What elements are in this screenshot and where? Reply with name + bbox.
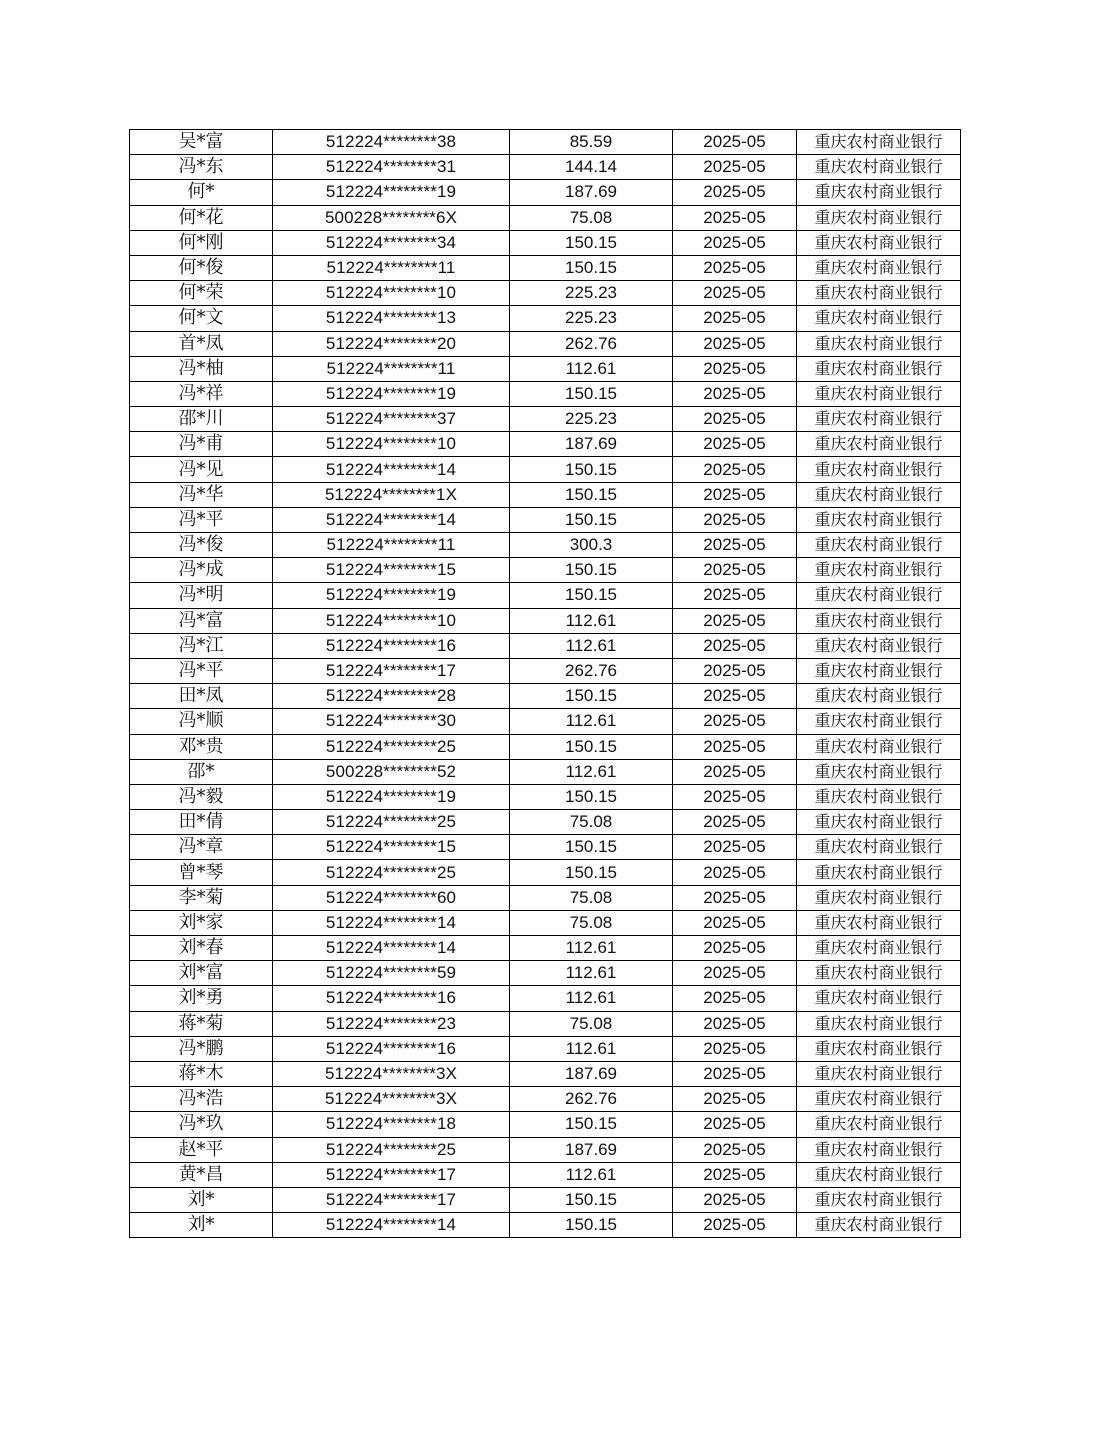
table-row [130, 482, 961, 507]
table-row [130, 1036, 961, 1061]
bank-name-cell: 重庆农村商业银行 [797, 1187, 961, 1212]
table-row [130, 407, 961, 432]
payment-month-cell: 2025-05 [673, 936, 797, 961]
recipient-name-cell: 吴*富 [130, 130, 273, 155]
payment-month-cell: 2025-05 [673, 1187, 797, 1212]
table-row [130, 381, 961, 406]
bank-name-cell: 重庆农村商业银行 [797, 155, 961, 180]
id-number-cell: 512224********11 [273, 356, 510, 381]
amount-cell: 300.3 [510, 533, 673, 558]
payment-month-cell: 2025-05 [673, 1087, 797, 1112]
table-row [130, 658, 961, 683]
bank-name-cell: 重庆农村商业银行 [797, 1162, 961, 1187]
payment-month-cell: 2025-05 [673, 306, 797, 331]
recipient-name-cell: 冯*富 [130, 608, 273, 633]
bank-name-cell: 重庆农村商业银行 [797, 885, 961, 910]
payment-month-cell: 2025-05 [673, 1112, 797, 1137]
recipient-name-cell: 冯*华 [130, 482, 273, 507]
table-row [130, 155, 961, 180]
payment-month-cell: 2025-05 [673, 558, 797, 583]
amount-cell: 150.15 [510, 860, 673, 885]
bank-name-cell: 重庆农村商业银行 [797, 658, 961, 683]
payment-month-cell: 2025-05 [673, 482, 797, 507]
id-number-cell: 512224********1X [273, 482, 510, 507]
table-row [130, 130, 961, 155]
table-row [130, 457, 961, 482]
id-number-cell: 512224********14 [273, 910, 510, 935]
amount-cell: 112.61 [510, 356, 673, 381]
recipient-name-cell: 刘* [130, 1187, 273, 1212]
table-row [130, 684, 961, 709]
bank-name-cell: 重庆农村商业银行 [797, 1036, 961, 1061]
bank-name-cell: 重庆农村商业银行 [797, 180, 961, 205]
bank-name-cell: 重庆农村商业银行 [797, 784, 961, 809]
recipient-name-cell: 冯*毅 [130, 784, 273, 809]
bank-name-cell: 重庆农村商业银行 [797, 507, 961, 532]
amount-cell: 75.08 [510, 885, 673, 910]
payment-month-cell: 2025-05 [673, 1213, 797, 1238]
amount-cell: 225.23 [510, 281, 673, 306]
payment-month-cell: 2025-05 [673, 835, 797, 860]
amount-cell: 112.61 [510, 986, 673, 1011]
payment-month-cell: 2025-05 [673, 205, 797, 230]
id-number-cell: 500228********52 [273, 759, 510, 784]
recipient-name-cell: 黄*昌 [130, 1162, 273, 1187]
table-row [130, 835, 961, 860]
recipient-name-cell: 刘*勇 [130, 986, 273, 1011]
table-row [130, 1187, 961, 1212]
amount-cell: 150.15 [510, 255, 673, 280]
amount-cell: 112.61 [510, 1162, 673, 1187]
amount-cell: 85.59 [510, 130, 673, 155]
recipient-name-cell: 冯*玖 [130, 1112, 273, 1137]
table-row [130, 1011, 961, 1036]
id-number-cell: 512224********16 [273, 633, 510, 658]
recipient-name-cell: 曾*琴 [130, 860, 273, 885]
recipient-name-cell: 冯*平 [130, 507, 273, 532]
bank-name-cell: 重庆农村商业银行 [797, 432, 961, 457]
payment-month-cell: 2025-05 [673, 230, 797, 255]
bank-name-cell: 重庆农村商业银行 [797, 230, 961, 255]
table-row [130, 759, 961, 784]
bank-name-cell: 重庆农村商业银行 [797, 684, 961, 709]
table-row [130, 558, 961, 583]
table-row [130, 306, 961, 331]
bank-name-cell: 重庆农村商业银行 [797, 255, 961, 280]
id-number-cell: 512224********37 [273, 407, 510, 432]
amount-cell: 150.15 [510, 835, 673, 860]
amount-cell: 262.76 [510, 1087, 673, 1112]
payment-month-cell: 2025-05 [673, 1036, 797, 1061]
amount-cell: 187.69 [510, 1137, 673, 1162]
id-number-cell: 512224********30 [273, 709, 510, 734]
bank-name-cell: 重庆农村商业银行 [797, 910, 961, 935]
payment-month-cell: 2025-05 [673, 684, 797, 709]
payment-month-cell: 2025-05 [673, 709, 797, 734]
amount-cell: 75.08 [510, 810, 673, 835]
bank-name-cell: 重庆农村商业银行 [797, 961, 961, 986]
table-row [130, 910, 961, 935]
bank-name-cell: 重庆农村商业银行 [797, 1213, 961, 1238]
recipient-name-cell: 冯*鹏 [130, 1036, 273, 1061]
amount-cell: 150.15 [510, 230, 673, 255]
table-row [130, 633, 961, 658]
payment-month-cell: 2025-05 [673, 1162, 797, 1187]
id-number-cell: 512224********19 [273, 583, 510, 608]
payment-month-cell: 2025-05 [673, 734, 797, 759]
bank-name-cell: 重庆农村商业银行 [797, 1011, 961, 1036]
table-row [130, 1213, 961, 1238]
recipient-name-cell: 冯*成 [130, 558, 273, 583]
table-row [130, 810, 961, 835]
recipient-name-cell: 冯*章 [130, 835, 273, 860]
payment-month-cell: 2025-05 [673, 281, 797, 306]
id-number-cell: 512224********13 [273, 306, 510, 331]
recipient-name-cell: 邵* [130, 759, 273, 784]
amount-cell: 262.76 [510, 658, 673, 683]
bank-name-cell: 重庆农村商业银行 [797, 1137, 961, 1162]
table-row [130, 205, 961, 230]
recipient-name-cell: 李*菊 [130, 885, 273, 910]
payment-month-cell: 2025-05 [673, 1137, 797, 1162]
bank-name-cell: 重庆农村商业银行 [797, 860, 961, 885]
amount-cell: 112.61 [510, 633, 673, 658]
bank-name-cell: 重庆农村商业银行 [797, 986, 961, 1011]
id-number-cell: 512224********3X [273, 1087, 510, 1112]
recipient-name-cell: 刘*春 [130, 936, 273, 961]
id-number-cell: 512224********15 [273, 835, 510, 860]
recipient-name-cell: 何*俊 [130, 255, 273, 280]
payment-month-cell: 2025-05 [673, 1011, 797, 1036]
table-row [130, 331, 961, 356]
bank-name-cell: 重庆农村商业银行 [797, 1087, 961, 1112]
recipient-name-cell: 蒋*菊 [130, 1011, 273, 1036]
payment-month-cell: 2025-05 [673, 255, 797, 280]
id-number-cell: 512224********16 [273, 986, 510, 1011]
table-row [130, 860, 961, 885]
recipient-name-cell: 赵*平 [130, 1137, 273, 1162]
recipient-name-cell: 何*刚 [130, 230, 273, 255]
bank-name-cell: 重庆农村商业银行 [797, 759, 961, 784]
id-number-cell: 512224********16 [273, 1036, 510, 1061]
bank-name-cell: 重庆农村商业银行 [797, 709, 961, 734]
id-number-cell: 512224********34 [273, 230, 510, 255]
recipient-name-cell: 冯*俊 [130, 533, 273, 558]
recipient-name-cell: 刘*富 [130, 961, 273, 986]
recipient-name-cell: 冯*东 [130, 155, 273, 180]
id-number-cell: 512224********14 [273, 936, 510, 961]
recipient-name-cell: 田*倩 [130, 810, 273, 835]
table-row [130, 1162, 961, 1187]
bank-name-cell: 重庆农村商业银行 [797, 457, 961, 482]
table-row [130, 961, 961, 986]
bank-name-cell: 重庆农村商业银行 [797, 306, 961, 331]
amount-cell: 187.69 [510, 180, 673, 205]
payment-month-cell: 2025-05 [673, 910, 797, 935]
id-number-cell: 512224********59 [273, 961, 510, 986]
amount-cell: 150.15 [510, 381, 673, 406]
recipient-name-cell: 冯*柚 [130, 356, 273, 381]
table-row [130, 356, 961, 381]
recipient-name-cell: 冯*见 [130, 457, 273, 482]
id-number-cell: 512224********19 [273, 784, 510, 809]
amount-cell: 112.61 [510, 709, 673, 734]
table-row [130, 507, 961, 532]
id-number-cell: 512224********20 [273, 331, 510, 356]
recipient-name-cell: 何*荣 [130, 281, 273, 306]
id-number-cell: 512224********25 [273, 860, 510, 885]
recipient-name-cell: 刘* [130, 1213, 273, 1238]
table-body [130, 130, 961, 1238]
table-row [130, 180, 961, 205]
id-number-cell: 512224********11 [273, 533, 510, 558]
table-row [130, 784, 961, 809]
payment-month-cell: 2025-05 [673, 633, 797, 658]
recipient-name-cell: 田*凤 [130, 684, 273, 709]
payment-month-cell: 2025-05 [673, 507, 797, 532]
table-row [130, 281, 961, 306]
recipient-name-cell: 何*花 [130, 205, 273, 230]
id-number-cell: 512224********10 [273, 281, 510, 306]
bank-name-cell: 重庆农村商业银行 [797, 130, 961, 155]
id-number-cell: 512224********25 [273, 734, 510, 759]
payment-month-cell: 2025-05 [673, 759, 797, 784]
bank-name-cell: 重庆农村商业银行 [797, 281, 961, 306]
payment-month-cell: 2025-05 [673, 533, 797, 558]
table-row [130, 1087, 961, 1112]
table-row [130, 1137, 961, 1162]
amount-cell: 150.15 [510, 1187, 673, 1212]
id-number-cell: 512224********17 [273, 1162, 510, 1187]
table-row [130, 583, 961, 608]
bank-name-cell: 重庆农村商业银行 [797, 407, 961, 432]
amount-cell: 150.15 [510, 734, 673, 759]
payment-month-cell: 2025-05 [673, 407, 797, 432]
id-number-cell: 512224********14 [273, 457, 510, 482]
payment-month-cell: 2025-05 [673, 180, 797, 205]
id-number-cell: 512224********17 [273, 658, 510, 683]
table-row [130, 1061, 961, 1086]
bank-name-cell: 重庆农村商业银行 [797, 1112, 961, 1137]
id-number-cell: 512224********14 [273, 507, 510, 532]
payment-month-cell: 2025-05 [673, 608, 797, 633]
id-number-cell: 512224********10 [273, 608, 510, 633]
amount-cell: 112.61 [510, 961, 673, 986]
amount-cell: 144.14 [510, 155, 673, 180]
table-row [130, 734, 961, 759]
amount-cell: 75.08 [510, 205, 673, 230]
id-number-cell: 512224********17 [273, 1187, 510, 1212]
table-row [130, 936, 961, 961]
id-number-cell: 512224********15 [273, 558, 510, 583]
payment-month-cell: 2025-05 [673, 860, 797, 885]
amount-cell: 112.61 [510, 936, 673, 961]
id-number-cell: 512224********28 [273, 684, 510, 709]
table-row [130, 986, 961, 1011]
table-row [130, 230, 961, 255]
id-number-cell: 512224********19 [273, 180, 510, 205]
table-row [130, 709, 961, 734]
bank-name-cell: 重庆农村商业银行 [797, 356, 961, 381]
amount-cell: 150.15 [510, 583, 673, 608]
payment-month-cell: 2025-05 [673, 381, 797, 406]
payment-month-cell: 2025-05 [673, 961, 797, 986]
recipient-name-cell: 冯*江 [130, 633, 273, 658]
amount-cell: 150.15 [510, 457, 673, 482]
id-number-cell: 500228********6X [273, 205, 510, 230]
table-row [130, 432, 961, 457]
bank-name-cell: 重庆农村商业银行 [797, 331, 961, 356]
recipient-name-cell: 邵*川 [130, 407, 273, 432]
id-number-cell: 512224********23 [273, 1011, 510, 1036]
recipient-name-cell: 冯*平 [130, 658, 273, 683]
amount-cell: 112.61 [510, 1036, 673, 1061]
payment-month-cell: 2025-05 [673, 432, 797, 457]
id-number-cell: 512224********18 [273, 1112, 510, 1137]
bank-name-cell: 重庆农村商业银行 [797, 633, 961, 658]
payment-month-cell: 2025-05 [673, 155, 797, 180]
bank-name-cell: 重庆农村商业银行 [797, 558, 961, 583]
table-row [130, 255, 961, 280]
payment-month-cell: 2025-05 [673, 810, 797, 835]
id-number-cell: 512224********38 [273, 130, 510, 155]
id-number-cell: 512224********25 [273, 1137, 510, 1162]
amount-cell: 187.69 [510, 1061, 673, 1086]
bank-name-cell: 重庆农村商业银行 [797, 205, 961, 230]
payment-month-cell: 2025-05 [673, 583, 797, 608]
bank-name-cell: 重庆农村商业银行 [797, 734, 961, 759]
amount-cell: 150.15 [510, 1112, 673, 1137]
bank-name-cell: 重庆农村商业银行 [797, 381, 961, 406]
payment-month-cell: 2025-05 [673, 658, 797, 683]
amount-cell: 112.61 [510, 759, 673, 784]
amount-cell: 150.15 [510, 482, 673, 507]
payment-month-cell: 2025-05 [673, 457, 797, 482]
id-number-cell: 512224********31 [273, 155, 510, 180]
recipient-name-cell: 刘*家 [130, 910, 273, 935]
recipient-name-cell: 首*凤 [130, 331, 273, 356]
id-number-cell: 512224********3X [273, 1061, 510, 1086]
recipient-name-cell: 何* [130, 180, 273, 205]
bank-name-cell: 重庆农村商业银行 [797, 810, 961, 835]
recipient-name-cell: 邓*贵 [130, 734, 273, 759]
recipient-name-cell: 冯*祥 [130, 381, 273, 406]
table-row [130, 1112, 961, 1137]
payment-month-cell: 2025-05 [673, 784, 797, 809]
recipient-name-cell: 冯*浩 [130, 1087, 273, 1112]
amount-cell: 150.15 [510, 1213, 673, 1238]
payment-month-cell: 2025-05 [673, 356, 797, 381]
amount-cell: 150.15 [510, 784, 673, 809]
id-number-cell: 512224********11 [273, 255, 510, 280]
bank-name-cell: 重庆农村商业银行 [797, 533, 961, 558]
bank-name-cell: 重庆农村商业银行 [797, 936, 961, 961]
payment-month-cell: 2025-05 [673, 130, 797, 155]
amount-cell: 225.23 [510, 306, 673, 331]
payment-month-cell: 2025-05 [673, 331, 797, 356]
payment-month-cell: 2025-05 [673, 885, 797, 910]
amount-cell: 225.23 [510, 407, 673, 432]
id-number-cell: 512224********25 [273, 810, 510, 835]
payment-month-cell: 2025-05 [673, 1061, 797, 1086]
bank-name-cell: 重庆农村商业银行 [797, 583, 961, 608]
payment-month-cell: 2025-05 [673, 986, 797, 1011]
amount-cell: 112.61 [510, 608, 673, 633]
bank-name-cell: 重庆农村商业银行 [797, 608, 961, 633]
table-row [130, 533, 961, 558]
amount-cell: 262.76 [510, 331, 673, 356]
amount-cell: 75.08 [510, 1011, 673, 1036]
subsidy-payment-table [129, 129, 961, 1238]
table-row [130, 885, 961, 910]
bank-name-cell: 重庆农村商业银行 [797, 482, 961, 507]
table-row [130, 608, 961, 633]
amount-cell: 187.69 [510, 432, 673, 457]
id-number-cell: 512224********10 [273, 432, 510, 457]
recipient-name-cell: 冯*明 [130, 583, 273, 608]
amount-cell: 150.15 [510, 558, 673, 583]
recipient-name-cell: 何*文 [130, 306, 273, 331]
recipient-name-cell: 冯*顺 [130, 709, 273, 734]
id-number-cell: 512224********60 [273, 885, 510, 910]
amount-cell: 75.08 [510, 910, 673, 935]
amount-cell: 150.15 [510, 684, 673, 709]
id-number-cell: 512224********14 [273, 1213, 510, 1238]
bank-name-cell: 重庆农村商业银行 [797, 835, 961, 860]
amount-cell: 150.15 [510, 507, 673, 532]
bank-name-cell: 重庆农村商业银行 [797, 1061, 961, 1086]
recipient-name-cell: 冯*甫 [130, 432, 273, 457]
recipient-name-cell: 蒋*木 [130, 1061, 273, 1086]
id-number-cell: 512224********19 [273, 381, 510, 406]
